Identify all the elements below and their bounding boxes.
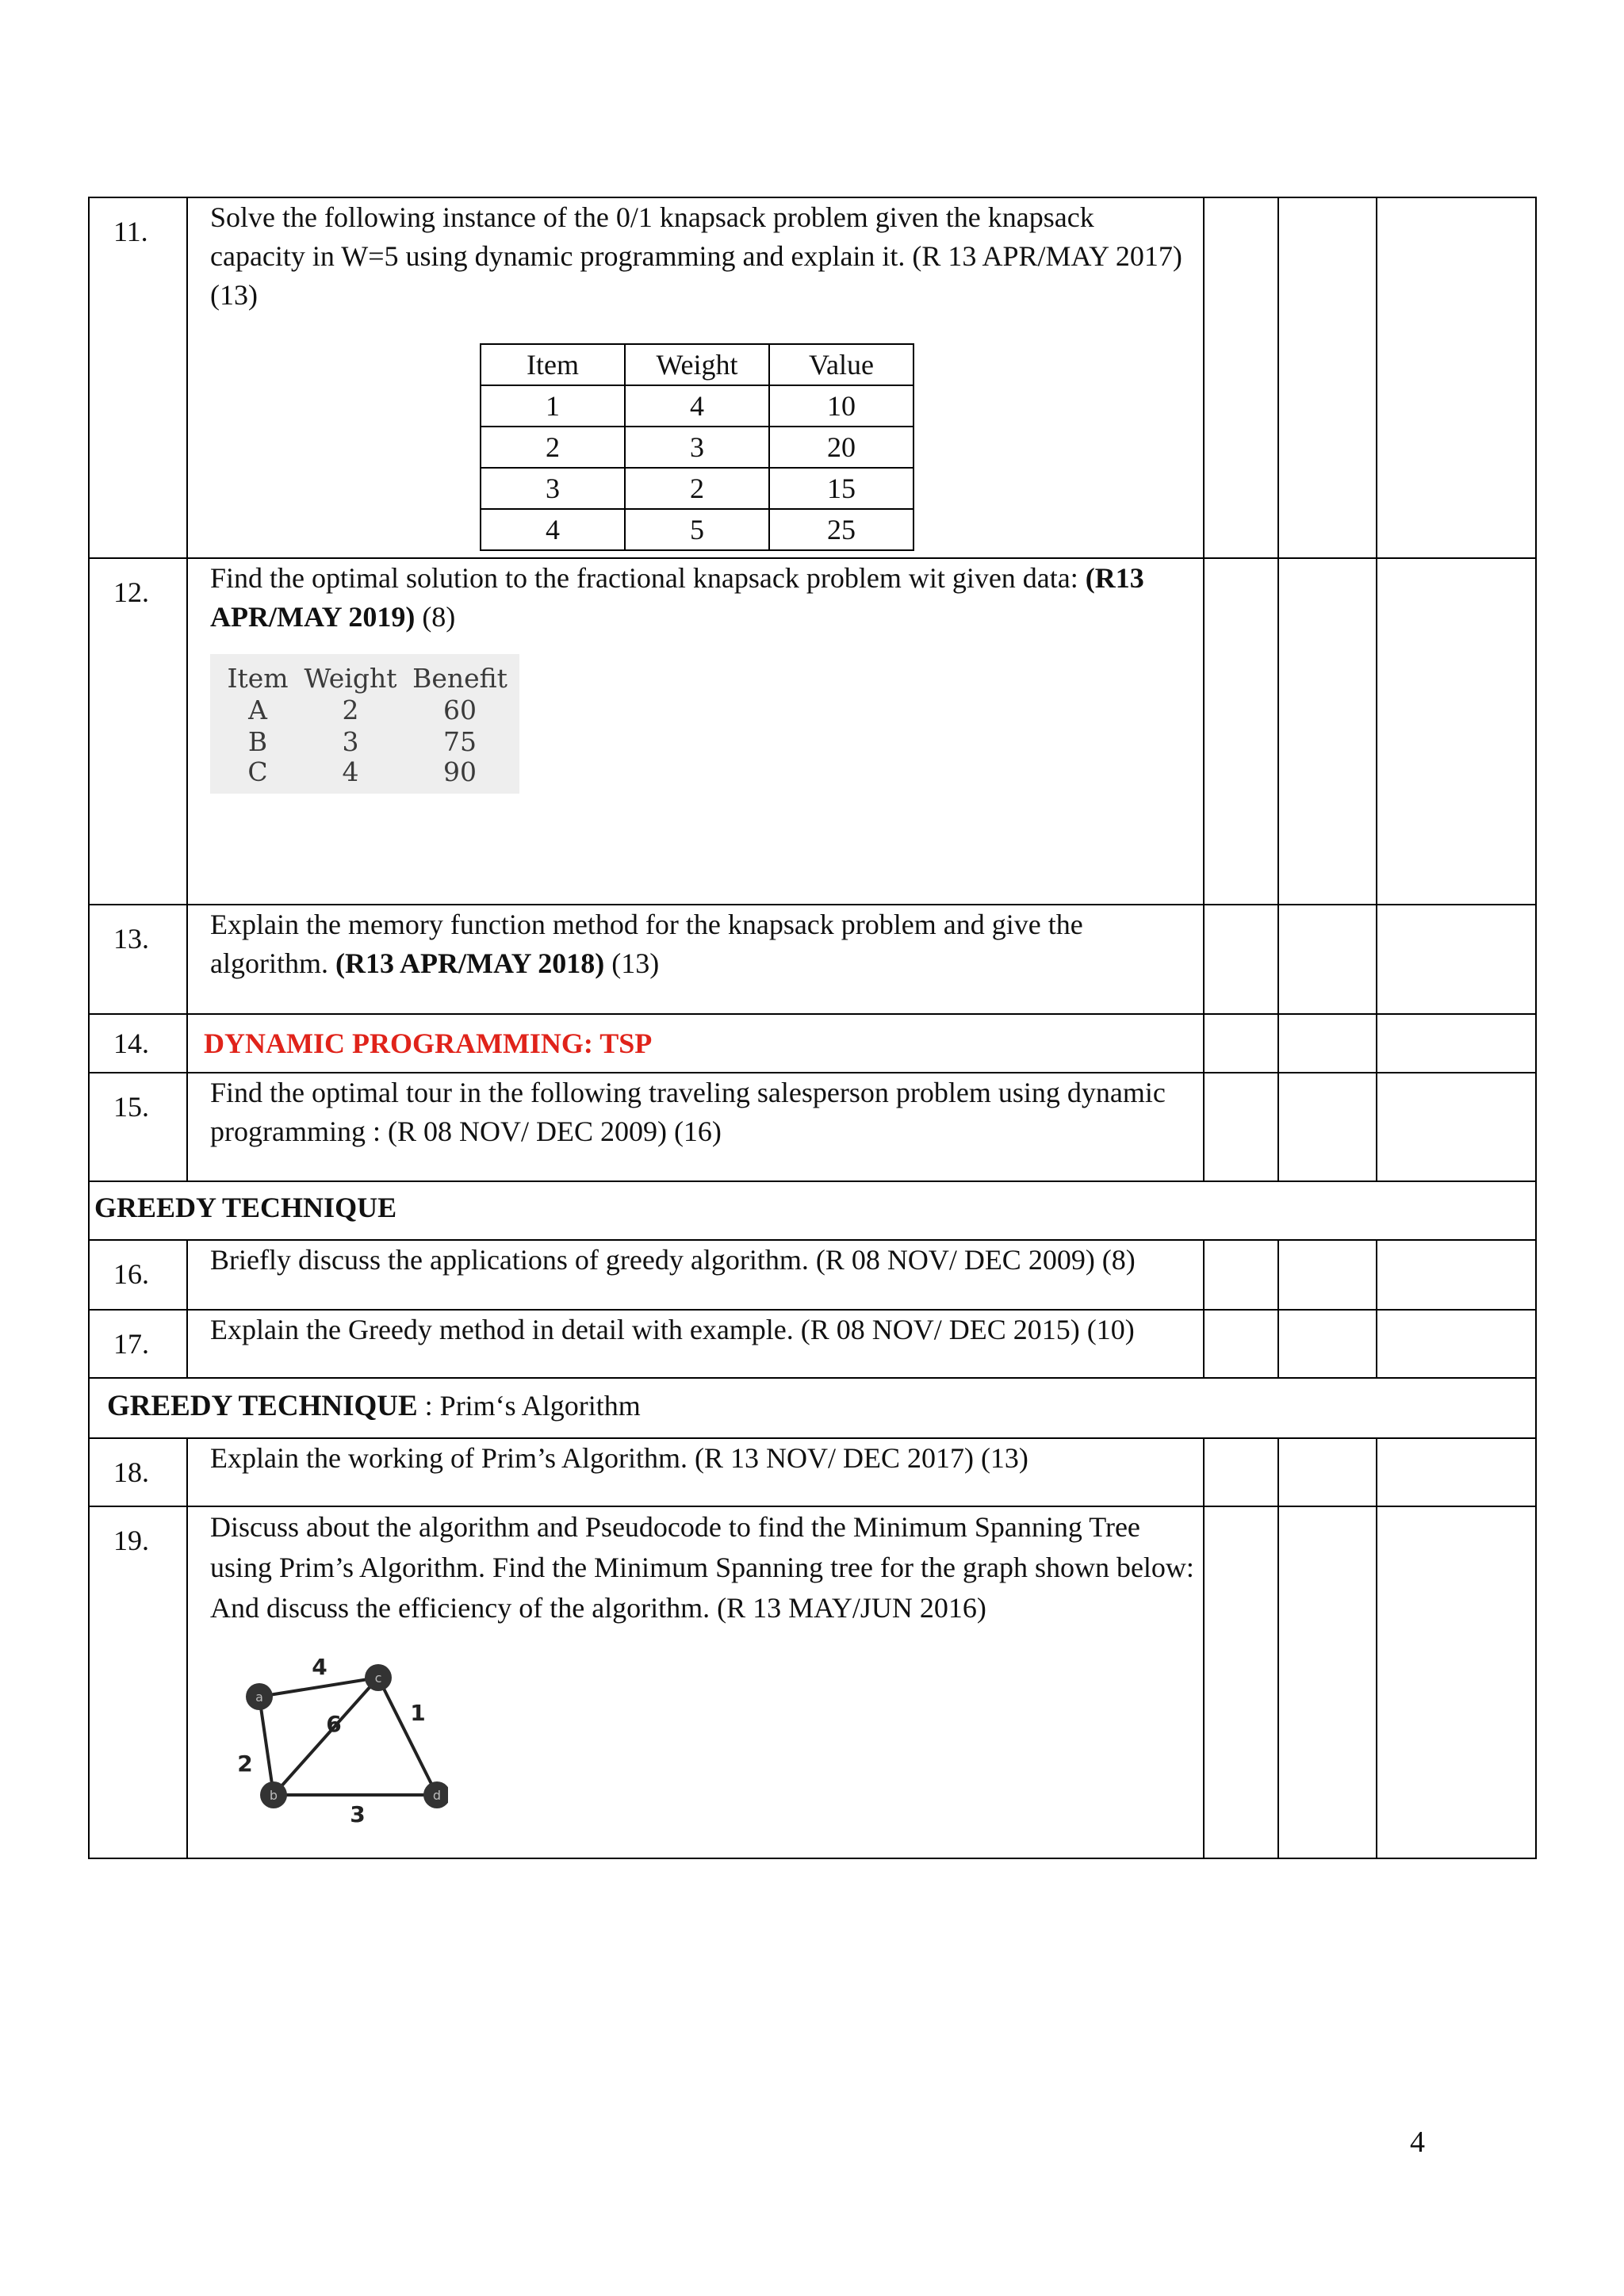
table-cell: 3	[481, 468, 625, 509]
marks: (8)	[415, 601, 456, 633]
mark-cell	[1278, 1310, 1377, 1378]
graph-edge	[378, 1678, 437, 1795]
mark-cell	[1377, 905, 1536, 1014]
question-text-cell	[187, 1014, 1204, 1073]
edge-weight: 2	[237, 1751, 253, 1777]
scan-cell: A	[248, 695, 267, 725]
exam-reference: (R13 APR/MAY 2019)	[210, 562, 1144, 633]
table-row	[481, 385, 914, 427]
node-label: a	[255, 1689, 263, 1705]
question-text-cell	[187, 1506, 1204, 1858]
question-row-16	[89, 1240, 1536, 1310]
graph-edge	[259, 1697, 274, 1795]
question-text-cell	[187, 1310, 1204, 1378]
mark-cell	[1204, 905, 1278, 1014]
question-number: 12.	[89, 558, 187, 905]
scan-cell: 90	[443, 756, 477, 787]
scan-cell: 2	[342, 695, 359, 725]
scan-cell: 75	[443, 726, 477, 757]
question-text-cell	[187, 558, 1204, 905]
table-cell: 1	[481, 385, 625, 427]
question-text: Briefly discuss the applications of greedy algorithm. (R 08 NOV/ DEC 2009) (8)	[210, 1244, 1136, 1276]
question-text: Explain the working of Prim’s Algorithm. (R 13 NOV/ DEC 2017) (13)	[210, 1442, 1028, 1474]
scan-cell: 60	[443, 695, 477, 725]
mark-cell	[1278, 197, 1377, 558]
question-number: 15.	[89, 1073, 187, 1181]
mark-cell	[1377, 1073, 1536, 1181]
question-text: Find the optimal tour in the following traveling salesperson problem using dynamic programming : (R 08 NOV/ DEC 2009) (16)	[210, 1077, 1166, 1147]
mark-cell	[1204, 197, 1278, 558]
scan-cell: 4	[342, 756, 359, 787]
question-text-plain: Explain the memory function method for the knapsack problem and give the algorithm.	[210, 909, 1083, 979]
question-text	[210, 559, 1195, 637]
table-header-row	[481, 344, 914, 385]
mark-cell	[1204, 1438, 1278, 1506]
question-text-cell	[187, 1240, 1204, 1310]
mark-cell	[1204, 1073, 1278, 1181]
mark-cell	[1377, 1506, 1536, 1858]
mark-cell	[1278, 1240, 1377, 1310]
graph-edge	[259, 1678, 378, 1697]
mark-cell	[1377, 197, 1536, 558]
question-text-cell	[187, 197, 1204, 558]
scan-cell: 3	[342, 726, 359, 757]
question-row-11	[89, 197, 1536, 558]
question-row-14	[89, 1014, 1536, 1073]
question-number: 19.	[89, 1506, 187, 1858]
header-weight: Weight	[625, 344, 769, 385]
exam-reference: (R13 APR/MAY 2018)	[335, 947, 605, 979]
question-number: 18.	[89, 1438, 187, 1506]
mark-cell	[1278, 1014, 1377, 1073]
question-row-13	[89, 905, 1536, 1014]
question-number: 17.	[89, 1310, 187, 1378]
section-row-greedy	[89, 1181, 1536, 1240]
mark-cell	[1377, 558, 1536, 905]
question-text-plain: Find the optimal solution to the fractional knapsack problem wit given data:	[210, 562, 1086, 594]
question-text-cell	[187, 1438, 1204, 1506]
table-row	[481, 468, 914, 509]
question-text: Discuss about the algorithm and Pseudocode to find the Minimum Spanning Tree using Prim’s Algorithm. Find the Minimum Spanning tree for the graph shown below: And discuss the efficiency of the algorithm. (R 13 MAY/JUN 2016)	[210, 1511, 1194, 1624]
mark-cell	[1204, 558, 1278, 905]
mark-cell	[1204, 1014, 1278, 1073]
table-row	[481, 427, 914, 468]
node-label: b	[269, 1788, 278, 1803]
table-cell: 10	[769, 385, 914, 427]
question-number: 13.	[89, 905, 187, 1014]
table-cell: 15	[769, 468, 914, 509]
mark-cell	[1204, 1310, 1278, 1378]
question-row-15	[89, 1073, 1536, 1181]
question-row-18	[89, 1438, 1536, 1506]
table-cell: 2	[625, 468, 769, 509]
marks: (13)	[604, 947, 660, 979]
scan-header-benefit: Benefit	[412, 663, 508, 694]
scan-header-weight: Weight	[304, 663, 397, 694]
section-heading-bold: GREEDY TECHNIQUE	[107, 1390, 418, 1422]
question-text-cell	[187, 905, 1204, 1014]
question-row-12	[89, 558, 1536, 905]
graph-diagram	[210, 1644, 448, 1827]
table-cell: 4	[625, 385, 769, 427]
question-text: Explain the Greedy method in detail with example. (R 08 NOV/ DEC 2015) (10)	[210, 1314, 1135, 1345]
section-heading-prims	[89, 1378, 1536, 1438]
header-value: Value	[769, 344, 914, 385]
mark-cell	[1377, 1310, 1536, 1378]
mark-cell	[1278, 558, 1377, 905]
scan-cell: C	[247, 756, 268, 787]
section-heading-greedy: GREEDY TECHNIQUE	[89, 1181, 1536, 1240]
question-text	[210, 905, 1195, 983]
mark-cell	[1278, 1438, 1377, 1506]
knapsack-table	[480, 343, 914, 551]
question-text-cell	[187, 1073, 1204, 1181]
question-table	[88, 197, 1537, 1859]
table-row	[481, 509, 914, 550]
mark-cell	[1377, 1240, 1536, 1310]
mark-cell	[1377, 1014, 1536, 1073]
header-item: Item	[481, 344, 625, 385]
table-cell: 2	[481, 427, 625, 468]
mark-cell	[1377, 1438, 1536, 1506]
table-cell: 25	[769, 509, 914, 550]
question-row-19	[89, 1506, 1536, 1858]
scanned-benefit-table	[210, 654, 519, 794]
table-cell: 4	[481, 509, 625, 550]
scan-cell: B	[247, 726, 268, 757]
question-number: 11.	[89, 197, 187, 558]
question-row-17	[89, 1310, 1536, 1378]
edge-weight: 6	[326, 1711, 342, 1737]
scan-header-item: Item	[227, 663, 289, 694]
question-text: Solve the following instance of the 0/1 knapsack problem given the knapsack capacity in W=5 using dynamic programming and explain it. (R 13 APR/MAY 2017) (13)	[210, 201, 1182, 311]
edge-weight: 3	[350, 1801, 366, 1827]
node-label: c	[374, 1670, 382, 1686]
mark-cell	[1278, 1073, 1377, 1181]
section-heading-rest: : Prim‘s Algorithm	[417, 1390, 641, 1422]
mark-cell	[1278, 1506, 1377, 1858]
page-number: 4	[1410, 2126, 1425, 2159]
section-row-prims	[89, 1378, 1536, 1438]
question-number: 16.	[89, 1240, 187, 1310]
mark-cell	[1204, 1240, 1278, 1310]
mark-cell	[1204, 1506, 1278, 1858]
edge-weight: 4	[312, 1654, 327, 1680]
question-number: 14.	[89, 1014, 187, 1073]
table-cell: 3	[625, 427, 769, 468]
mark-cell	[1278, 905, 1377, 1014]
table-cell: 5	[625, 509, 769, 550]
node-label: d	[432, 1788, 442, 1803]
table-cell: 20	[769, 427, 914, 468]
edge-weight: 1	[410, 1700, 426, 1726]
section-heading-tsp: DYNAMIC PROGRAMMING: TSP	[204, 1027, 653, 1059]
